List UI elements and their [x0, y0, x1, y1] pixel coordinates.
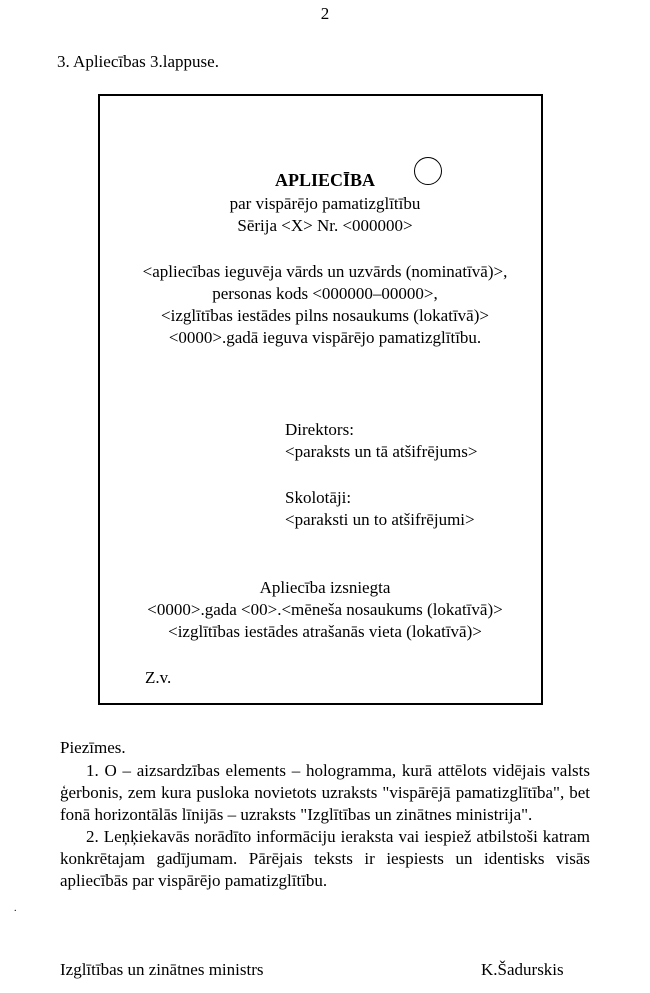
notes-heading: Piezīmes. [60, 738, 126, 757]
director-signature: <paraksts un tā atšifrējums> [285, 442, 478, 461]
note-item: 2. Leņķiekavās norādīto informāciju ieraksta vai iespiež atbilstoši katram konkrētajam gadījumam. Pārējais teksts ir iespiests un identisks visās apliecībās par vispārējo pamatizglītību. [60, 827, 590, 890]
stray-mark: . [14, 903, 17, 914]
minister-title: Izglītības un zinātnes ministrs [60, 960, 264, 979]
certificate-subtitle: par vispārējo pamatizglītību [229, 194, 421, 213]
issued-label: Apliecība izsniegta [259, 578, 391, 597]
minister-name: K.Šadurskis [481, 960, 564, 979]
certificate-series: Sērija <X> Nr. <000000> [237, 216, 413, 235]
certificate-body-line: personas kods <000000–00000>, [212, 284, 438, 303]
hologram-circle-icon [414, 157, 442, 185]
seal-placeholder: Z.v. [145, 668, 172, 687]
page-reference: 3. Apliecības 3.lappuse. [57, 52, 219, 71]
certificate-body-line: <0000>.gadā ieguva vispārējo pamatizglītību. [168, 328, 482, 347]
issued-place: <izglītības iestādes atrašanās vieta (lokatīvā)> [168, 622, 482, 641]
director-label: Direktors: [285, 420, 354, 439]
certificate-title: APLIECĪBA [274, 170, 376, 190]
certificate-body-line: <apliecības ieguvēja vārds un uzvārds (nominatīvā)>, [142, 262, 508, 281]
teachers-label: Skolotāji: [285, 488, 352, 507]
note-item: 1. O – aizsardzības elements – hologramma, kurā attēlots vidējais valsts ģerbonis, zem kura pusloka novietots uzraksts "vispārējā pamatizglītība", bet fonā horizontālās līnijās – uzraksts "Izglītības un zinātnes ministrija". [60, 761, 590, 824]
certificate-body-line: <izglītības iestādes pilns nosaukums (lokatīvā)> [161, 306, 489, 325]
teachers-signatures: <paraksti un to atšifrējumi> [285, 510, 475, 529]
page-number: 2 [320, 4, 330, 23]
issued-date: <0000>.gada <00>.<mēneša nosaukums (lokatīvā)> [147, 600, 503, 619]
